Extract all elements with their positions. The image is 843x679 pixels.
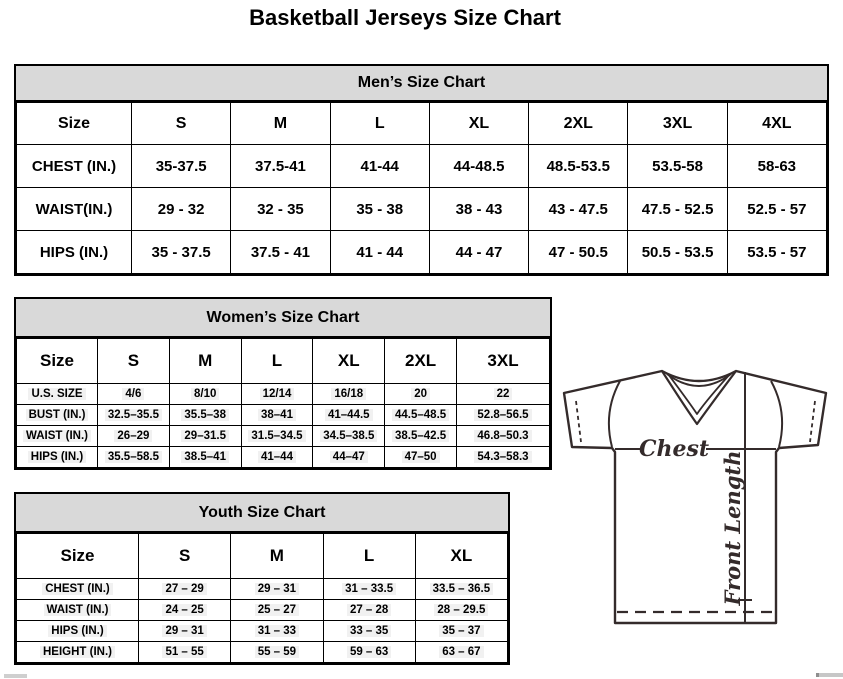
size-value-cell: 31 – 33	[231, 621, 323, 642]
womens-chart-title: Women’s Size Chart	[16, 299, 550, 338]
size-value-cell: 4/6	[98, 384, 170, 405]
size-value-cell: 55 – 59	[231, 642, 323, 663]
column-header: Size	[17, 534, 139, 579]
size-value-cell: 47 - 50.5	[529, 231, 628, 274]
youth-chart-title: Youth Size Chart	[16, 494, 508, 533]
size-value-cell: 35.5–38	[169, 405, 241, 426]
size-value-cell: 48.5-53.5	[529, 145, 628, 188]
mens-size-chart-section	[14, 64, 829, 276]
size-value-cell: 43 - 47.5	[529, 188, 628, 231]
horizontal-scrollbar-fragment-right[interactable]	[819, 673, 843, 677]
size-value-cell: 59 – 63	[323, 642, 415, 663]
size-value-cell: 24 – 25	[139, 600, 231, 621]
size-value-cell: 44-48.5	[429, 145, 528, 188]
jersey-outline	[564, 371, 826, 623]
size-value-cell: 28 – 29.5	[415, 600, 507, 621]
header-row	[17, 339, 550, 384]
jersey-measurement-diagram	[558, 360, 843, 679]
size-value-cell: 31 – 33.5	[323, 579, 415, 600]
row-label: HEIGHT (IN.)	[17, 642, 139, 663]
size-value-cell: 35-37.5	[132, 145, 231, 188]
size-value-cell: 29 – 31	[231, 579, 323, 600]
size-value-cell: 35 - 37.5	[132, 231, 231, 274]
youth-size-chart-section	[14, 492, 510, 665]
size-value-cell: 27 – 29	[139, 579, 231, 600]
column-header: 3XL	[457, 339, 550, 384]
size-value-cell: 12/14	[241, 384, 313, 405]
row-label: HIPS (IN.)	[17, 231, 132, 274]
size-value-cell: 63 – 67	[415, 642, 507, 663]
size-value-cell: 52.5 - 57	[727, 188, 826, 231]
horizontal-scrollbar-fragment-left[interactable]	[4, 674, 27, 678]
size-value-cell: 58-63	[727, 145, 826, 188]
table-row	[17, 621, 508, 642]
table-row	[17, 405, 550, 426]
column-header: M	[231, 534, 323, 579]
size-value-cell: 35 – 37	[415, 621, 507, 642]
table-row	[17, 579, 508, 600]
size-value-cell: 26–29	[98, 426, 170, 447]
size-value-cell: 54.3–58.3	[457, 447, 550, 468]
size-value-cell: 29–31.5	[169, 426, 241, 447]
row-label: WAIST(IN.)	[17, 188, 132, 231]
womens-size-chart-section	[14, 297, 552, 470]
womens-size-table	[16, 338, 550, 468]
table-row	[17, 426, 550, 447]
table-row	[17, 145, 827, 188]
size-value-cell: 25 – 27	[231, 600, 323, 621]
size-value-cell: 44–47	[313, 447, 385, 468]
size-value-cell: 35 - 38	[330, 188, 429, 231]
column-header: L	[323, 534, 415, 579]
column-header: S	[98, 339, 170, 384]
column-header: XL	[415, 534, 507, 579]
row-label: BUST (IN.)	[17, 405, 98, 426]
size-value-cell: 47.5 - 52.5	[628, 188, 727, 231]
table-row	[17, 188, 827, 231]
column-header: M	[169, 339, 241, 384]
size-value-cell: 20	[385, 384, 457, 405]
size-value-cell: 44.5–48.5	[385, 405, 457, 426]
mens-size-table	[16, 102, 827, 274]
column-header: XL	[313, 339, 385, 384]
size-value-cell: 46.8–50.3	[457, 426, 550, 447]
table-row	[17, 384, 550, 405]
size-value-cell: 29 – 31	[139, 621, 231, 642]
size-value-cell: 41–44	[241, 447, 313, 468]
size-value-cell: 29 - 32	[132, 188, 231, 231]
header-row	[17, 103, 827, 145]
chest-label: Chest	[638, 436, 710, 462]
size-value-cell: 51 – 55	[139, 642, 231, 663]
size-value-cell: 38.5–41	[169, 447, 241, 468]
size-value-cell: 22	[457, 384, 550, 405]
column-header: 2XL	[385, 339, 457, 384]
row-label: WAIST (IN.)	[17, 600, 139, 621]
column-header: 4XL	[727, 103, 826, 145]
column-header: XL	[429, 103, 528, 145]
front-length-label: Front Length	[720, 450, 745, 606]
size-value-cell: 16/18	[313, 384, 385, 405]
size-value-cell: 34.5–38.5	[313, 426, 385, 447]
column-header: 3XL	[628, 103, 727, 145]
size-value-cell: 35.5–58.5	[98, 447, 170, 468]
size-value-cell: 32.5–35.5	[98, 405, 170, 426]
row-label: CHEST (IN.)	[17, 579, 139, 600]
size-value-cell: 32 - 35	[231, 188, 330, 231]
size-value-cell: 53.5-58	[628, 145, 727, 188]
row-label: HIPS (IN.)	[17, 621, 139, 642]
size-value-cell: 50.5 - 53.5	[628, 231, 727, 274]
size-value-cell: 41-44	[330, 145, 429, 188]
column-header: Size	[17, 339, 98, 384]
size-value-cell: 38–41	[241, 405, 313, 426]
table-row	[17, 231, 827, 274]
size-value-cell: 53.5 - 57	[727, 231, 826, 274]
page-title: Basketball Jerseys Size Chart	[249, 5, 561, 30]
size-value-cell: 38.5–42.5	[385, 426, 457, 447]
column-header: M	[231, 103, 330, 145]
column-header: L	[241, 339, 313, 384]
size-value-cell: 47–50	[385, 447, 457, 468]
size-value-cell: 44 - 47	[429, 231, 528, 274]
size-value-cell: 41–44.5	[313, 405, 385, 426]
row-label: HIPS (IN.)	[17, 447, 98, 468]
mens-chart-title: Men’s Size Chart	[16, 66, 827, 102]
size-value-cell: 41 - 44	[330, 231, 429, 274]
column-header: L	[330, 103, 429, 145]
size-value-cell: 33.5 – 36.5	[415, 579, 507, 600]
table-row	[17, 642, 508, 663]
row-label: CHEST (IN.)	[17, 145, 132, 188]
table-row	[17, 600, 508, 621]
column-header: S	[139, 534, 231, 579]
size-value-cell: 37.5 - 41	[231, 231, 330, 274]
row-label: WAIST (IN.)	[17, 426, 98, 447]
column-header: Size	[17, 103, 132, 145]
size-value-cell: 52.8–56.5	[457, 405, 550, 426]
size-value-cell: 38 - 43	[429, 188, 528, 231]
size-value-cell: 8/10	[169, 384, 241, 405]
size-value-cell: 33 – 35	[323, 621, 415, 642]
size-value-cell: 31.5–34.5	[241, 426, 313, 447]
table-row	[17, 447, 550, 468]
size-value-cell: 37.5-41	[231, 145, 330, 188]
youth-size-table	[16, 533, 508, 663]
header-row	[17, 534, 508, 579]
column-header: 2XL	[529, 103, 628, 145]
row-label: U.S. SIZE	[17, 384, 98, 405]
column-header: S	[132, 103, 231, 145]
size-value-cell: 27 – 28	[323, 600, 415, 621]
